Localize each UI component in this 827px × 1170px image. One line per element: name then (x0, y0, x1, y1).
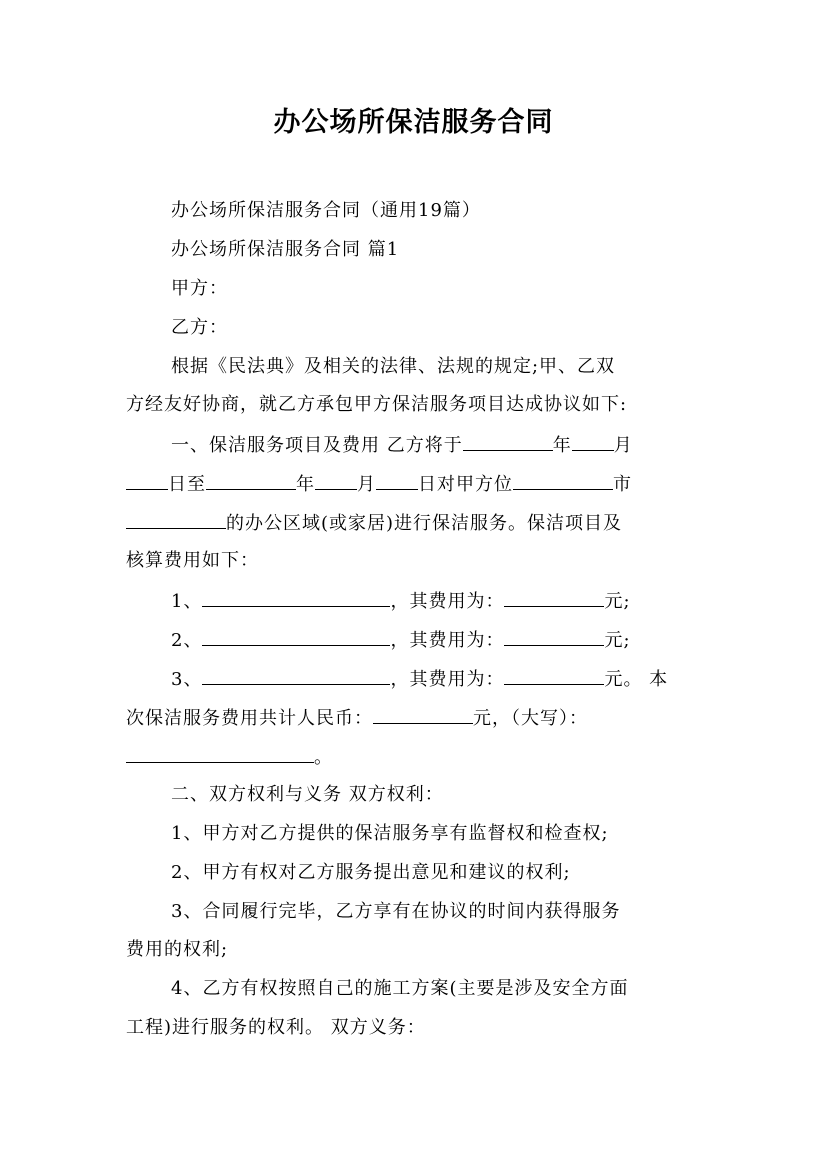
blank-line (373, 704, 473, 724)
blank-line (315, 470, 357, 490)
blank-line (202, 665, 390, 685)
text-segment: 元; (604, 630, 631, 651)
document-title: 办公场所保洁服务合同 (273, 107, 554, 138)
blank-line (126, 743, 314, 763)
paragraph-line: 3、合同履行完毕，乙方享有在协议的时间内获得服务 (171, 901, 621, 922)
paragraph-line (126, 509, 701, 537)
blank-line (126, 509, 226, 529)
text-segment: ，其费用为： (390, 591, 505, 612)
text-segment: 一、保洁服务项目及费用 乙方将于 (171, 435, 463, 456)
text-segment: 元，（大写）： (473, 708, 588, 729)
paragraph-line: 4、乙方有权按照自己的施工方案(主要是涉及安全方面 (171, 978, 629, 999)
text-segment: 的办公区域(或家居)进行保洁服务。保洁项目及 (226, 513, 623, 534)
fee-item-line (171, 665, 701, 693)
blank-line (202, 626, 390, 646)
text-segment: 元; (604, 591, 631, 612)
blank-line (504, 665, 604, 685)
blank-line (504, 587, 604, 607)
text-segment: ，其费用为： (390, 630, 505, 651)
text-segment: 。 (314, 747, 333, 768)
text-segment: 年 (296, 474, 315, 495)
blank-line (513, 470, 613, 490)
fee-item-line (171, 587, 701, 615)
text-segment: 日对甲方位 (418, 474, 513, 495)
subtitle-line: 办公场所保洁服务合同（通用19篇） (171, 200, 481, 221)
paragraph-line: 1、甲方对乙方提供的保洁服务享有监督权和检查权; (171, 823, 609, 844)
paragraph-line: 根据《民法典》及相关的法律、法规的规定;甲、乙双 (171, 356, 616, 377)
fee-item-line (171, 626, 701, 654)
blank-line (206, 470, 296, 490)
blank-line (376, 470, 418, 490)
text-segment: 市 (613, 474, 632, 495)
paragraph-line (126, 470, 701, 498)
text-segment: 月 (613, 435, 633, 456)
text-segment: 2、 (171, 630, 203, 651)
blank-line (504, 626, 604, 646)
text-segment: ，其费用为： (390, 669, 505, 690)
text-segment: 年 (552, 435, 572, 456)
blank-line (572, 431, 614, 451)
text-segment: 月 (357, 474, 376, 495)
blank-line (126, 470, 168, 490)
paragraph-line (126, 743, 701, 771)
paragraph-line: 方经友好协商，就乙方承包甲方保洁服务项目达成协议如下: (126, 394, 628, 415)
paragraph-line: 费用的权利; (126, 939, 229, 960)
blank-line (463, 431, 553, 451)
text-segment: 元。 本 (604, 669, 669, 690)
blank-line (202, 587, 390, 607)
paragraph-line (126, 704, 701, 732)
text-segment: 3、 (171, 669, 203, 690)
paragraph-line (171, 431, 701, 459)
section-heading: 办公场所保洁服务合同 篇1 (171, 239, 400, 260)
party-a-label: 甲方： (171, 278, 228, 299)
paragraph-line: 核算费用如下： (126, 550, 259, 571)
party-b-label: 乙方： (171, 317, 228, 338)
text-segment: 次保洁服务费用共计人民币： (126, 708, 373, 729)
text-segment: 1、 (171, 591, 203, 612)
paragraph-line: 2、甲方有权对乙方服务提出意见和建议的权利; (171, 862, 571, 883)
paragraph-line: 工程)进行服务的权利。 双方义务： (126, 1017, 426, 1038)
text-segment: 日至 (168, 474, 206, 495)
section-heading: 二、双方权利与义务 双方权利： (171, 784, 444, 805)
